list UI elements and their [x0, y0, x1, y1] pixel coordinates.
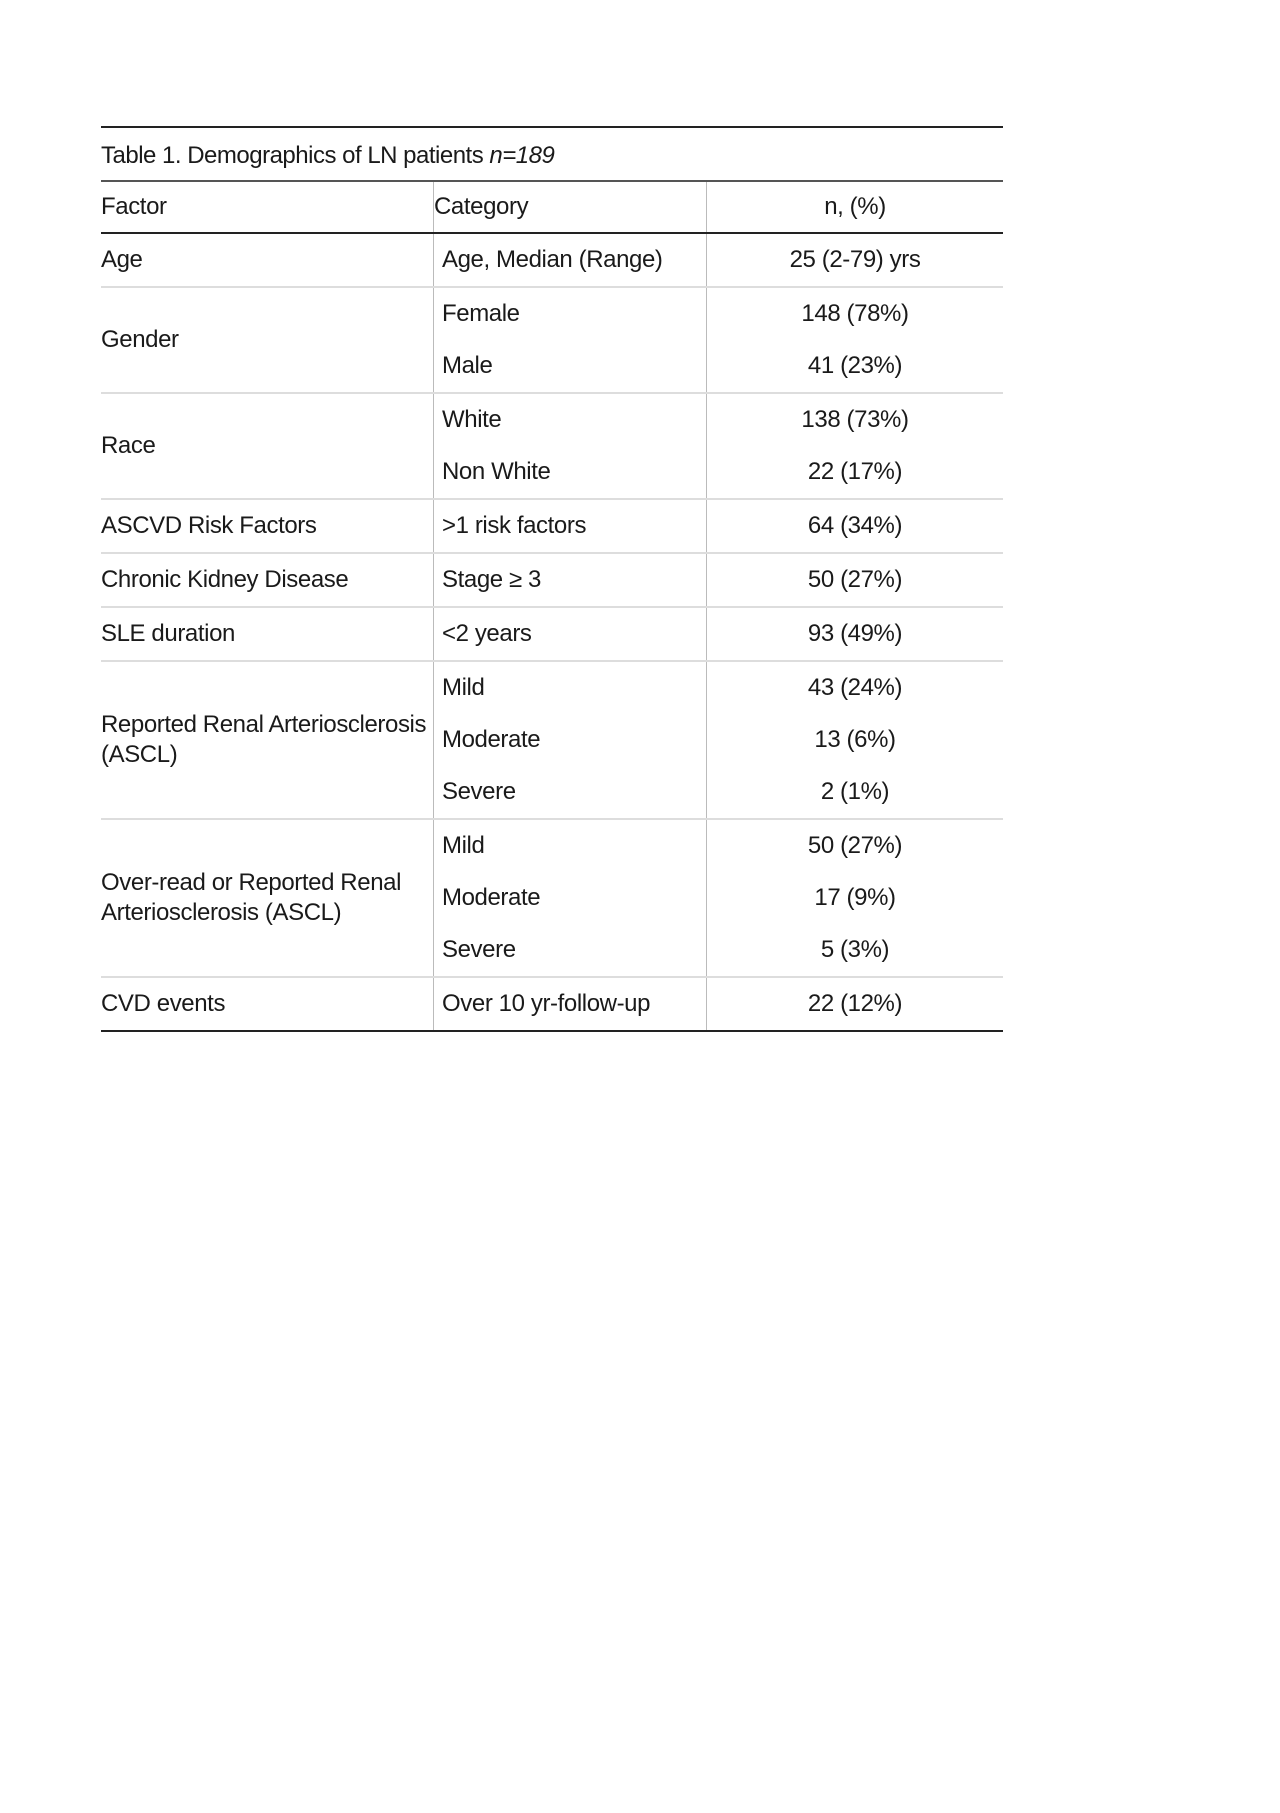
- category-cell: Age, Median (Range): [434, 233, 707, 287]
- table-caption: [101, 126, 1003, 180]
- category-cell: Mild: [434, 661, 707, 714]
- factor-cell: CVD events: [101, 977, 434, 1031]
- value-cell: 43 (24%): [707, 661, 1004, 714]
- table-row: [101, 287, 1003, 340]
- factor-cell: SLE duration: [101, 607, 434, 661]
- category-cell: White: [434, 393, 707, 446]
- value-cell: 41 (23%): [707, 340, 1004, 393]
- header-n-percent: n, (%): [707, 181, 1004, 233]
- category-cell: Stage ≥ 3: [434, 553, 707, 607]
- caption-text: Table 1. Demographics of LN patients: [101, 142, 490, 169]
- category-cell: >1 risk factors: [434, 499, 707, 553]
- value-cell: 148 (78%): [707, 287, 1004, 340]
- category-cell: Female: [434, 287, 707, 340]
- header-row: [101, 181, 1003, 233]
- category-cell: Over 10 yr-follow-up: [434, 977, 707, 1031]
- table-row: [101, 393, 1003, 446]
- table-body: [101, 233, 1003, 1031]
- factor-cell: Chronic Kidney Disease: [101, 553, 434, 607]
- factor-cell: Reported Renal Arteriosclerosis (ASCL): [101, 661, 434, 819]
- category-cell: Mild: [434, 819, 707, 872]
- value-cell: 50 (27%): [707, 819, 1004, 872]
- header-category: Category: [434, 181, 707, 233]
- value-cell: 25 (2-79) yrs: [707, 233, 1004, 287]
- table-row: [101, 607, 1003, 661]
- value-cell: 5 (3%): [707, 924, 1004, 977]
- table-row: [101, 819, 1003, 872]
- value-cell: 50 (27%): [707, 553, 1004, 607]
- category-cell: Severe: [434, 924, 707, 977]
- category-cell: Male: [434, 340, 707, 393]
- value-cell: 22 (17%): [707, 446, 1004, 499]
- value-cell: 64 (34%): [707, 499, 1004, 553]
- table-row: [101, 553, 1003, 607]
- category-cell: Severe: [434, 766, 707, 819]
- factor-cell: Age: [101, 233, 434, 287]
- table-row: [101, 661, 1003, 714]
- factor-cell: Gender: [101, 287, 434, 393]
- category-cell: Moderate: [434, 714, 707, 766]
- table-row: [101, 499, 1003, 553]
- value-cell: 2 (1%): [707, 766, 1004, 819]
- demographics-table-container: [101, 126, 1003, 1032]
- table-row: [101, 233, 1003, 287]
- category-cell: Non White: [434, 446, 707, 499]
- value-cell: 22 (12%): [707, 977, 1004, 1031]
- value-cell: 13 (6%): [707, 714, 1004, 766]
- header-factor: Factor: [101, 181, 434, 233]
- value-cell: 17 (9%): [707, 872, 1004, 924]
- table-row: [101, 977, 1003, 1031]
- category-cell: Moderate: [434, 872, 707, 924]
- demographics-table: [101, 180, 1003, 1032]
- category-cell: <2 years: [434, 607, 707, 661]
- value-cell: 138 (73%): [707, 393, 1004, 446]
- value-cell: 93 (49%): [707, 607, 1004, 661]
- factor-cell: ASCVD Risk Factors: [101, 499, 434, 553]
- caption-sample-size: n=189: [489, 142, 555, 169]
- factor-cell: Race: [101, 393, 434, 499]
- factor-cell: Over-read or Reported Renal Arteriosclerosis (ASCL): [101, 819, 434, 977]
